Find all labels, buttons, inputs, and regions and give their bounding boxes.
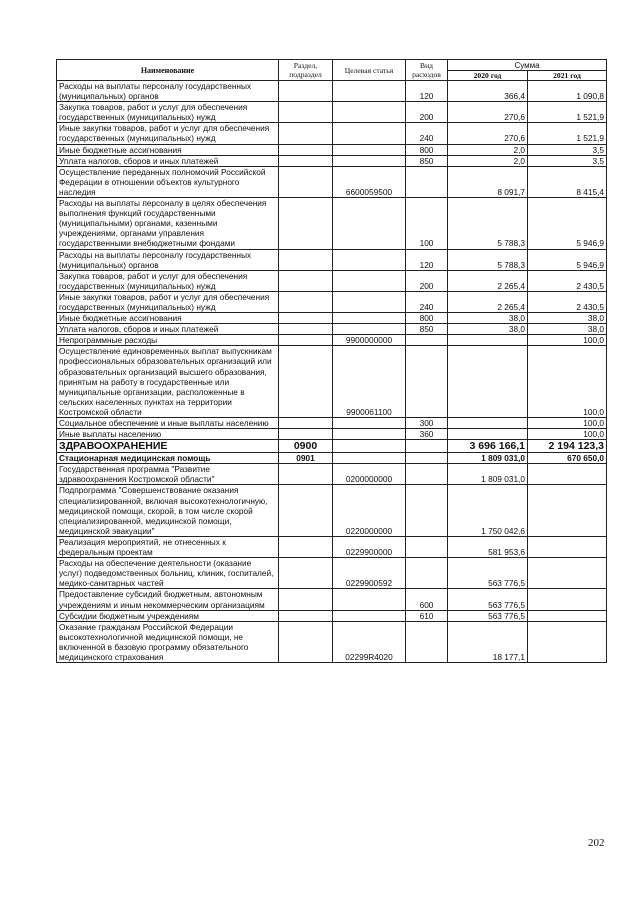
cell-type bbox=[406, 166, 448, 197]
cell-type bbox=[406, 335, 448, 346]
table-row bbox=[57, 485, 607, 536]
cell-2021: 5 946,9 bbox=[528, 249, 607, 270]
cell-type: 360 bbox=[406, 429, 448, 440]
cell-2021: 2 430,5 bbox=[528, 270, 607, 291]
cell-2020 bbox=[448, 335, 528, 346]
cell-target: 6600059500 bbox=[333, 166, 406, 197]
cell-section bbox=[279, 198, 333, 249]
cell-target bbox=[333, 249, 406, 270]
cell-section bbox=[279, 346, 333, 418]
budget-table bbox=[56, 59, 607, 663]
cell-section bbox=[279, 536, 333, 557]
cell-target bbox=[333, 440, 406, 453]
header-type: Вид расходов bbox=[406, 60, 448, 81]
header-section: Раздел, подраздел bbox=[279, 60, 333, 81]
cell-target: 0229900592 bbox=[333, 558, 406, 589]
cell-2020: 2,0 bbox=[448, 144, 528, 155]
cell-2021: 670 650,0 bbox=[528, 453, 607, 464]
cell-type: 200 bbox=[406, 102, 448, 123]
cell-2021: 38,0 bbox=[528, 313, 607, 324]
cell-2020: 563 776,5 bbox=[448, 589, 528, 610]
cell-section bbox=[279, 335, 333, 346]
cell-name: Закупка товаров, работ и услуг для обеспечения государственных (муниципальных) нужд bbox=[57, 270, 279, 291]
cell-2021: 100,0 bbox=[528, 335, 607, 346]
cell-target bbox=[333, 123, 406, 144]
cell-section bbox=[279, 123, 333, 144]
cell-section bbox=[279, 418, 333, 429]
cell-section bbox=[279, 81, 333, 102]
cell-section bbox=[279, 621, 333, 662]
cell-2021: 3,5 bbox=[528, 155, 607, 166]
cell-section: 0901 bbox=[279, 453, 333, 464]
cell-2021: 2 430,5 bbox=[528, 291, 607, 312]
cell-type: 100 bbox=[406, 198, 448, 249]
cell-section bbox=[279, 249, 333, 270]
table-body bbox=[57, 81, 607, 663]
cell-type bbox=[406, 536, 448, 557]
cell-2020: 5 788,3 bbox=[448, 249, 528, 270]
cell-type: 850 bbox=[406, 324, 448, 335]
budget-table-page bbox=[56, 59, 606, 663]
cell-2020: 270,6 bbox=[448, 123, 528, 144]
cell-2020: 270,6 bbox=[448, 102, 528, 123]
cell-2020: 1 809 031,0 bbox=[448, 453, 528, 464]
table-row bbox=[57, 144, 607, 155]
cell-type: 600 bbox=[406, 589, 448, 610]
header-sum: Сумма bbox=[448, 60, 607, 71]
cell-2020: 2 265,4 bbox=[448, 291, 528, 312]
cell-section bbox=[279, 144, 333, 155]
cell-name: Иные закупки товаров, работ и услуг для обеспечения государственных (муниципальных) нужд bbox=[57, 123, 279, 144]
cell-target: 02299R4020 bbox=[333, 621, 406, 662]
cell-2021: 1 521,9 bbox=[528, 123, 607, 144]
cell-section bbox=[279, 464, 333, 485]
cell-type: 240 bbox=[406, 123, 448, 144]
cell-2020: 5 788,3 bbox=[448, 198, 528, 249]
header-target: Целевая статья bbox=[333, 60, 406, 81]
cell-2021: 38,0 bbox=[528, 324, 607, 335]
cell-2020 bbox=[448, 346, 528, 418]
cell-name: Предоставление субсидий бюджетным, автономным учреждениям и иным некоммерческим организациям bbox=[57, 589, 279, 610]
cell-2020: 563 776,5 bbox=[448, 558, 528, 589]
cell-name: Реализация мероприятий, не отнесенных к федеральным проектам bbox=[57, 536, 279, 557]
cell-section bbox=[279, 155, 333, 166]
cell-type: 120 bbox=[406, 81, 448, 102]
cell-section bbox=[279, 291, 333, 312]
cell-name: Уплата налогов, сборов и иных платежей bbox=[57, 324, 279, 335]
cell-target: 0220000000 bbox=[333, 485, 406, 536]
cell-section bbox=[279, 102, 333, 123]
page-number: 202 bbox=[588, 837, 605, 849]
table-row bbox=[57, 610, 607, 621]
cell-2020: 38,0 bbox=[448, 313, 528, 324]
cell-type bbox=[406, 440, 448, 453]
cell-type bbox=[406, 453, 448, 464]
cell-2021: 1 521,9 bbox=[528, 102, 607, 123]
cell-name: Иные закупки товаров, работ и услуг для обеспечения государственных (муниципальных) нужд bbox=[57, 291, 279, 312]
table-row bbox=[57, 81, 607, 102]
cell-name: Субсидии бюджетным учреждениям bbox=[57, 610, 279, 621]
cell-2021: 100,0 bbox=[528, 346, 607, 418]
cell-name: Оказание гражданам Российской Федерации высокотехнологичной медицинской помощи, не включенной в базовую программу обязательного медицинского страхования bbox=[57, 621, 279, 662]
cell-section bbox=[279, 166, 333, 197]
cell-name: Расходы на выплаты персоналу государственных (муниципальных) органов bbox=[57, 81, 279, 102]
table-row bbox=[57, 440, 607, 453]
cell-2021 bbox=[528, 621, 607, 662]
cell-name: Иные выплаты населению bbox=[57, 429, 279, 440]
cell-target: 0229900000 bbox=[333, 536, 406, 557]
cell-target bbox=[333, 155, 406, 166]
cell-type bbox=[406, 621, 448, 662]
table-row bbox=[57, 102, 607, 123]
cell-target: 0200000000 bbox=[333, 464, 406, 485]
header-year-2020: 2020 год bbox=[448, 71, 528, 81]
cell-2021: 5 946,9 bbox=[528, 198, 607, 249]
cell-2020: 18 177,1 bbox=[448, 621, 528, 662]
cell-2021 bbox=[528, 464, 607, 485]
cell-name: Расходы на выплаты персоналу государственных (муниципальных) органов bbox=[57, 249, 279, 270]
header-name: Наименование bbox=[57, 60, 279, 81]
cell-type: 240 bbox=[406, 291, 448, 312]
cell-2021 bbox=[528, 485, 607, 536]
cell-target bbox=[333, 418, 406, 429]
cell-type: 800 bbox=[406, 144, 448, 155]
cell-2020: 38,0 bbox=[448, 324, 528, 335]
table-row bbox=[57, 123, 607, 144]
cell-target bbox=[333, 589, 406, 610]
table-row bbox=[57, 198, 607, 249]
cell-type: 610 bbox=[406, 610, 448, 621]
table-row bbox=[57, 291, 607, 312]
table-row bbox=[57, 429, 607, 440]
cell-target bbox=[333, 429, 406, 440]
cell-section bbox=[279, 324, 333, 335]
cell-target bbox=[333, 270, 406, 291]
cell-target bbox=[333, 324, 406, 335]
cell-section bbox=[279, 270, 333, 291]
cell-name: Подпрограмма "Совершенствование оказания специализированной, включая высокотехнологичную, медицинской помощи, скорой, в том числе скорой специализированной, медицинской помощи, медицинской эвакуации" bbox=[57, 485, 279, 536]
cell-2020 bbox=[448, 418, 528, 429]
cell-2021: 100,0 bbox=[528, 429, 607, 440]
cell-type bbox=[406, 558, 448, 589]
cell-type bbox=[406, 346, 448, 418]
table-row bbox=[57, 313, 607, 324]
cell-name: Стационарная медицинская помощь bbox=[57, 453, 279, 464]
cell-2020: 563 776,5 bbox=[448, 610, 528, 621]
cell-2021 bbox=[528, 558, 607, 589]
cell-target bbox=[333, 610, 406, 621]
cell-2021: 1 090,8 bbox=[528, 81, 607, 102]
cell-section bbox=[279, 313, 333, 324]
cell-name: Уплата налогов, сборов и иных платежей bbox=[57, 155, 279, 166]
cell-target bbox=[333, 313, 406, 324]
table-row bbox=[57, 589, 607, 610]
cell-name: Осуществление единовременных выплат выпускникам профессиональных образовательных организаций или образовательных организаций высшего образования, принятым на работу в государственные или муниципальные организации, расположенные в сельских населенных пунктах на территории Костромской области bbox=[57, 346, 279, 418]
cell-type: 850 bbox=[406, 155, 448, 166]
table-row bbox=[57, 453, 607, 464]
cell-name: Закупка товаров, работ и услуг для обеспечения государственных (муниципальных) нужд bbox=[57, 102, 279, 123]
table-row bbox=[57, 621, 607, 662]
table-row bbox=[57, 335, 607, 346]
cell-name: Государственная программа "Развитие здравоохранения Костромской области" bbox=[57, 464, 279, 485]
cell-name: Расходы на выплаты персоналу в целях обеспечения выполнения функций государственными (муниципальными) органами, казенными учреждениями, органами управления государственными внебюджетными фондами bbox=[57, 198, 279, 249]
cell-2020 bbox=[448, 429, 528, 440]
cell-2020: 2,0 bbox=[448, 155, 528, 166]
table-row bbox=[57, 464, 607, 485]
cell-section: 0900 bbox=[279, 440, 333, 453]
table-row bbox=[57, 324, 607, 335]
cell-2021: 2 194 123,3 bbox=[528, 440, 607, 453]
table-row bbox=[57, 166, 607, 197]
table-row bbox=[57, 536, 607, 557]
cell-2020: 1 750 042,6 bbox=[448, 485, 528, 536]
cell-target bbox=[333, 102, 406, 123]
cell-name: Непрограммные расходы bbox=[57, 335, 279, 346]
cell-2021: 8 415,4 bbox=[528, 166, 607, 197]
cell-name: Иные бюджетные ассигнования bbox=[57, 313, 279, 324]
cell-type: 200 bbox=[406, 270, 448, 291]
cell-name: Социальное обеспечение и иные выплаты населению bbox=[57, 418, 279, 429]
cell-2020: 366,4 bbox=[448, 81, 528, 102]
cell-name: ЗДРАВООХРАНЕНИЕ bbox=[57, 440, 279, 453]
cell-type: 120 bbox=[406, 249, 448, 270]
cell-2020: 1 809 031,0 bbox=[448, 464, 528, 485]
cell-target bbox=[333, 291, 406, 312]
cell-section bbox=[279, 558, 333, 589]
cell-name: Осуществление переданных полномочий Российской Федерации в отношении объектов культурного наследия bbox=[57, 166, 279, 197]
cell-2020: 2 265,4 bbox=[448, 270, 528, 291]
cell-target bbox=[333, 198, 406, 249]
cell-target: 9900061100 bbox=[333, 346, 406, 418]
cell-type: 800 bbox=[406, 313, 448, 324]
cell-2020: 581 953,6 bbox=[448, 536, 528, 557]
cell-2020: 8 091,7 bbox=[448, 166, 528, 197]
cell-target bbox=[333, 453, 406, 464]
header-year-2021: 2021 год bbox=[528, 71, 607, 81]
cell-target bbox=[333, 144, 406, 155]
table-row bbox=[57, 346, 607, 418]
table-row bbox=[57, 249, 607, 270]
table-row bbox=[57, 270, 607, 291]
cell-2021: 100,0 bbox=[528, 418, 607, 429]
table-row bbox=[57, 558, 607, 589]
cell-name: Иные бюджетные ассигнования bbox=[57, 144, 279, 155]
cell-section bbox=[279, 429, 333, 440]
cell-type bbox=[406, 464, 448, 485]
cell-2021 bbox=[528, 536, 607, 557]
cell-section bbox=[279, 589, 333, 610]
cell-target: 9900000000 bbox=[333, 335, 406, 346]
table-row bbox=[57, 418, 607, 429]
cell-2021: 3,5 bbox=[528, 144, 607, 155]
cell-2020: 3 696 166,1 bbox=[448, 440, 528, 453]
cell-type bbox=[406, 485, 448, 536]
cell-section bbox=[279, 485, 333, 536]
cell-type: 300 bbox=[406, 418, 448, 429]
cell-2021 bbox=[528, 610, 607, 621]
table-row bbox=[57, 155, 607, 166]
cell-target bbox=[333, 81, 406, 102]
cell-2021 bbox=[528, 589, 607, 610]
cell-name: Расходы на обеспечение деятельности (оказание услуг) подведомственных больниц, клиник, госпиталей, медико-санитарных частей bbox=[57, 558, 279, 589]
cell-section bbox=[279, 610, 333, 621]
